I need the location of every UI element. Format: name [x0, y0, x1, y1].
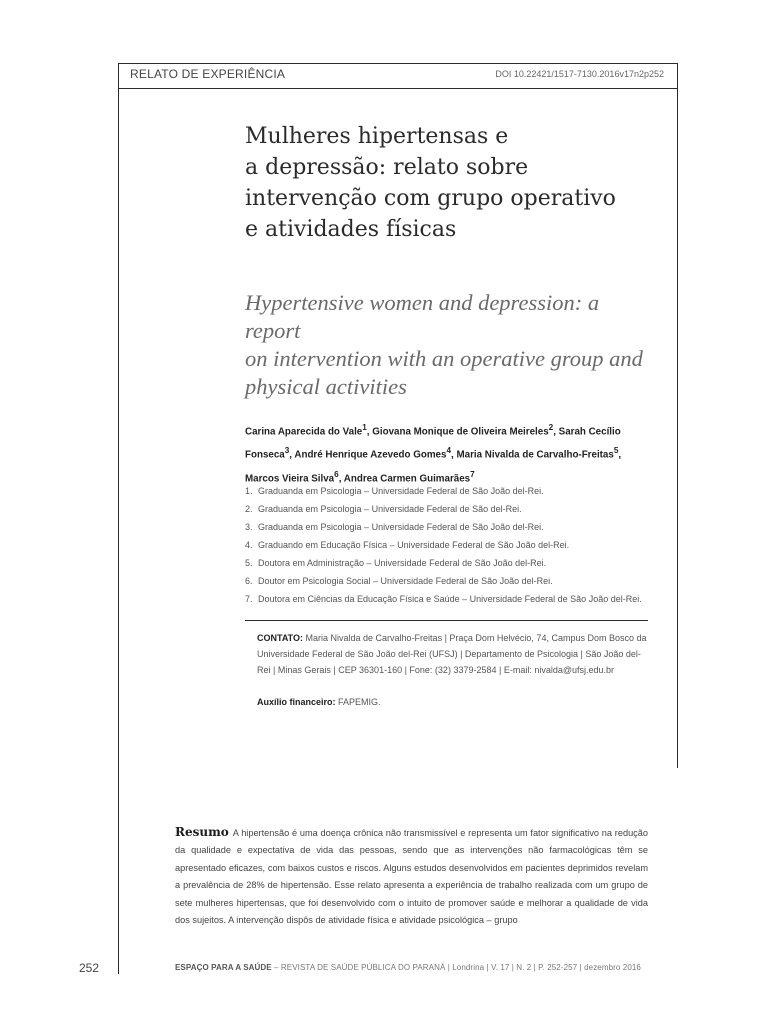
journal-name: ESPAÇO PARA A SAÚDE: [175, 963, 272, 972]
affiliation-number: 3.: [245, 522, 253, 532]
title-english: [245, 289, 645, 401]
author-name: Marcos Vieira Silva: [245, 472, 335, 484]
affiliation-number: 7.: [245, 594, 253, 604]
author-sup: 3: [284, 446, 290, 456]
affiliation-number: 5.: [245, 558, 253, 568]
contact-label: CONTATO:: [257, 633, 303, 643]
doi-link[interactable]: DOI 10.22421/1517-7130.2016v17n2p252: [495, 69, 664, 79]
affiliation-text: Doutor em Psicologia Social – Universidade Federal de São João del-Rei.: [258, 576, 553, 586]
frame-top-rule: [118, 63, 678, 64]
author-sup: 2: [548, 423, 554, 432]
affiliation-text: Doutora em Ciências da Educação Física e Saúde – Universidade Federal de São João del-Rei.: [258, 594, 642, 604]
affiliation-item: [245, 572, 665, 590]
frame-right-rule: [677, 63, 678, 768]
affiliation-list: [245, 482, 665, 608]
affiliation-number: 4.: [245, 540, 253, 550]
affiliation-item: [245, 500, 665, 518]
affiliation-text: Graduanda em Psicologia – Universidade Federal de São João del-Rei.: [258, 522, 544, 532]
header-rule: [118, 88, 678, 89]
affiliation-item: [245, 536, 665, 554]
affiliation-text: Graduando em Educação Física – Universidade Federal de São João del-Rei.: [258, 540, 570, 550]
affiliation-text: Graduanda em Psicologia – Universidade Federal de São del-Rei.: [258, 504, 522, 514]
funding-text: FAPEMIG.: [338, 697, 381, 707]
title-en-line: physical activities: [245, 374, 407, 399]
abstract-heading: Resumo: [175, 825, 229, 839]
affiliation-item: [245, 554, 665, 572]
title-pt-line: intervenção com grupo operativo: [245, 186, 616, 211]
author-list: Carina Aparecida do Vale$^1$, Giovana Monique de Oliveira Meireles$^2$, Sarah Cecílio Fonseca$^3$, André Henrique Azevedo Gomes$^4$, Maria Nivalda de Carvalho-Freitas$^5$, Marcos Vieira Silva$^6$, Andrea Carmen Guimarães$^7$: [245, 423, 622, 484]
affiliation-item: [245, 482, 665, 500]
author-sup: 4: [446, 446, 452, 456]
author-name: Sarah Cecílio Fonseca: [245, 426, 621, 461]
author-name: Giovana Monique de Oliveira Meireles: [372, 426, 549, 438]
running-footer: [175, 963, 641, 972]
contact-divider: [245, 620, 648, 621]
author-sup: 1: [362, 423, 367, 432]
section-label: RELATO DE EXPERIÊNCIA: [130, 67, 286, 81]
affiliation-number: 6.: [245, 576, 253, 586]
affiliation-item: [245, 518, 665, 536]
author-name: Carina Aparecida do Vale: [245, 426, 363, 438]
frame-left-rule: [118, 63, 119, 974]
title-pt-line: Mulheres hipertensas e: [245, 124, 509, 149]
affiliation-number: 1.: [245, 486, 253, 496]
author-name: André Henrique Azevedo Gomes: [294, 449, 447, 461]
author-name: Maria Nivalda de Carvalho-Freitas: [456, 449, 614, 461]
page-number: 252: [79, 961, 100, 975]
title-en-line: Hypertensive women and depression: a report: [245, 290, 600, 343]
title-portuguese: [245, 121, 665, 245]
funding-label: Auxílio financeiro:: [257, 697, 336, 707]
title-pt-line: e atividades físicas: [245, 217, 457, 242]
affiliation-item: [245, 590, 665, 608]
author-sup: 5: [613, 446, 619, 456]
author-sup: 7: [470, 469, 475, 479]
contact-text: Maria Nivalda de Carvalho-Freitas | Praça Dom Helvécio, 74, Campus Dom Bosco da Universidade Federal de São João del-Rei (UFSJ) | Departamento de Psicologia | São João del-Rei | Minas Gerais | CEP 36301-160 | Fone: (32) 3379-2584 | E-mail: nivalda@ufsj.edu.br: [257, 633, 647, 675]
contact-block: [257, 630, 653, 678]
funding-block: [257, 697, 381, 707]
affiliation-text: Doutora em Administração – Universidade Federal de São João del-Rei.: [258, 558, 547, 568]
affiliation-text: Graduanda em Psicologia – Universidade Federal de São João del-Rei.: [258, 486, 544, 496]
abstract-block: [175, 824, 648, 929]
journal-details: – REVISTA DE SAÚDE PÚBLICA DO PARANÁ | Londrina | V. 17 | N. 2 | P. 252-257 | dezembro 2016: [271, 963, 641, 972]
title-pt-line: a depressão: relato sobre: [245, 155, 529, 180]
author-sup: 6: [334, 469, 339, 479]
title-en-line: on intervention with an operative group and: [245, 346, 643, 371]
abstract-text: A hipertensão é uma doença crônica não transmissível e representa um fator significativo na redução da qualidade e expectativa de vida das pessoas, sendo que as intervenções não farmacológicas têm se apresentado eficazes, com baixos custos e riscos. Alguns estudos desenvolvidos em pacientes deprimidos revelam a prevalência de 28% de hipertensão. Esse relato apresenta a experiência de trabalho realizada com um grupo de sete mulheres hipertensas, que foi desenvolvido com o intuito de promover saúde e melhorar a qualidade de vida dos sujeitos. A intervenção dispôs de atividade física e atividade psicológica – grupo: [175, 828, 648, 926]
affiliation-number: 2.: [245, 504, 253, 514]
author-name: Andrea Carmen Guimarães: [343, 472, 471, 484]
